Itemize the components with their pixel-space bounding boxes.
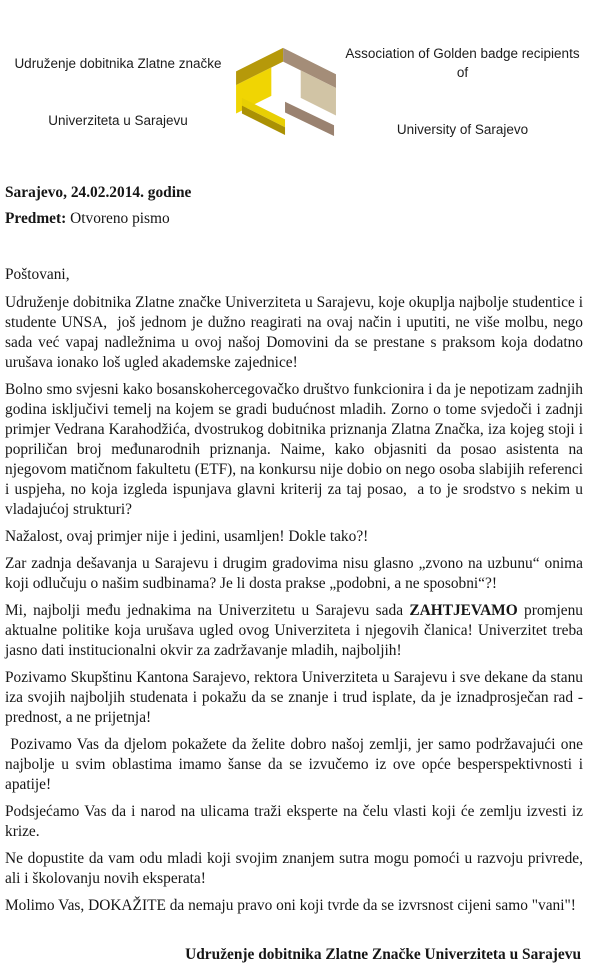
letter-paragraph: Nažalost, ovaj primjer nije i jedini, usamljen! Dokle tako?!: [5, 528, 369, 545]
org-name-english-line2: University of Sarajevo: [396, 122, 529, 137]
subject-line: [5, 209, 583, 229]
letter-paragraph: Udruženje dobitnika Zlatne značke Univerziteta u Sarajevu, koje okuplja najbolje studentice i studente UNSA, još jednom je dužno reagirati na ovaj način i uputiti, ne više molbu, nego sada već vapaj nadležnima u ovoj našoj Domovini da se prestane s praksom koja dodatno urušava ionako loš ugled akademske zajednice!: [5, 294, 591, 371]
letter-paragraph: Ne dopustite da vam odu mladi koji svojim znanjem sutra mogu pomoći u razvoju privrede, ali i školovanju novih eksperata!: [5, 850, 587, 887]
signature: Udruženje dobitnika Zlatne Značke Univerziteta u Sarajevu: [185, 946, 581, 963]
golden-badge-logo: [234, 41, 340, 142]
letter-paragraph: Zar zadnja dešavanja u Sarajevu i drugim gradovima nisu glasno „zvono na uzbunu“ onima koji odlučuju o našim sudbinama? Je li dosta prakse „podobni, a ne sposobni“?!: [5, 555, 587, 592]
letter-paragraph: Podsjećamo Vas da i narod na ulicama traži eksperte na čelu vlasti koji će zemlju izvesti iz krize.: [5, 803, 587, 840]
subject-value: Otvoreno pismo: [70, 210, 170, 227]
org-name-local: [6, 16, 230, 168]
letter-paragraph: Mi, najbolji među jednakima na Univerzitetu u Sarajevu sada ZAHTJEVAMO promjenu aktualne politike koja urušava ugled ovog Univerziteta i njegovih članica! Univerzitet treba jasno dati institucionalni okvir za zadržavanje mladih, najboljih!: [5, 602, 587, 659]
letter-header: [6, 6, 588, 177]
salutation: Poštovani,: [5, 266, 70, 283]
letter-paragraph: Molimo Vas, DOKAŽITE da nemaju pravo oni koji tvrde da se izvrsnost cijeni samo "vani"!: [5, 897, 576, 914]
letter-paragraph: Pozivamo Vas da djelom pokažete da želite dobro našoj zemlji, jer samo podržavajući one najbolje u svim oblastima imamo šanse da se izvučemo iz ove opće besperspektivnosti i apatije!: [5, 736, 587, 793]
letter-paragraph: Bolno smo svjesni kako bosanskohercegovačko društvo funkcionira i da je nepotizam zadnjih godina isključivi temelj na kojem se gradi budućnost mladih. Zorno o tome svjedoči i zadnji primjer Vedrana Karahodžića, dvostrukog dobitnika priznanja Zlatna Značka, iza kojeg stoji i popriličan broj međunarodnih priznanja. Naime, kako objasniti da posao asistenta na njegovom matičnom fakultetu (ETF), na konkursu nije dobio on nego osoba slabijih referenci i uspjeha, no koja izgleda ispunjava glavni kriterij za taj posao, a to je srodstvo s nekim u vladajućoj strukturi?: [5, 381, 587, 518]
org-name-local-line1: Udruženje dobitnika Zlatne značke: [14, 55, 222, 71]
letter-paragraph: Pozivamo Skupštinu Kantona Sarajevo, rektora Univerziteta u Sarajevu i sve dekane da stanu iza svojih najboljih studenata i pokažu da se znanje i trud isplate, da je iznadprosječan rad - prednost, a ne prijetnja!: [5, 669, 587, 726]
subject-label: Predmet:: [5, 210, 67, 227]
org-name-english: [342, 6, 588, 177]
dateline: Sarajevo, 24.02.2014. godine: [5, 184, 192, 201]
letter-body: [5, 293, 591, 916]
org-name-english-line1: Association of Golden badge recipients of: [345, 46, 588, 80]
org-name-local-line2: Univerziteta u Sarajevu: [48, 112, 188, 128]
golden-badge-logo-graphic: [234, 41, 340, 137]
